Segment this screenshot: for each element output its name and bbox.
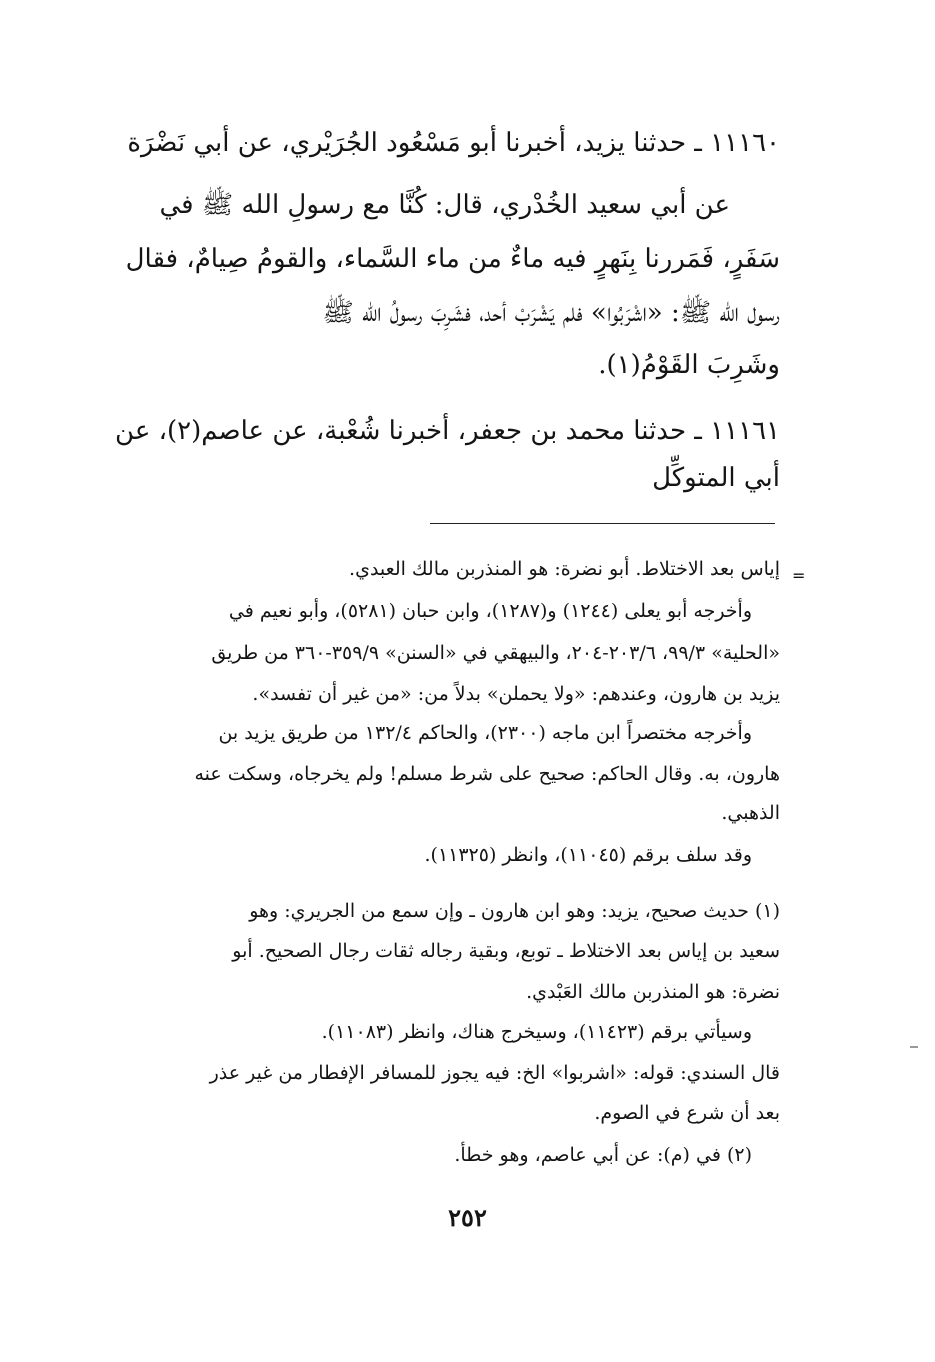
footnote-continuation-line: وأخرجه مختصراً ابن ماجه (٢٣٠٠)، والحاكم ١٣٢/٤ من طريق يزيد بن [218, 722, 752, 744]
footnote-continuation-line: هارون، به. وقال الحاكم: صحيح على شرط مسلم! ولم يخرجاه، وسكت عنه [194, 763, 780, 785]
hadith-11161-line-2: أبي المتوكِّل [652, 463, 780, 493]
footnotes [80, 0, 780, 1190]
footnote-1-line: نضرة: هو المنذربن مالك العَبْدي. [526, 981, 780, 1003]
footnote-continuation-line: إياس بعد الاختلاط. أبو نضرة: هو المنذربن مالك العبدي. [349, 558, 780, 580]
footnote-2-line: (٢) في (م): عن أبي عاصم، وهو خطأ. [454, 1144, 752, 1166]
hadith-11160-line-5: وشَرِبَ القَوْمُ(١). [598, 350, 780, 380]
footnote-continuation-line: «الحلية» ٩٩/٣، ٢٠٣/٦-٢٠٤، والبيهقي في «السنن» ٣٥٩/٩-٣٦٠ من طريق [211, 642, 780, 664]
footnote-1-line: قال السندي: قوله: «اشربوا» الخ: فيه يجوز للمسافر الإفطار من غير عذر [209, 1062, 780, 1084]
footnote-1-line: وسيأتي برقم (١١٤٢٣)، وسيخرج هناك، وانظر (١١٠٨٣). [321, 1021, 752, 1043]
footnote-1-line: بعد أن شرع في الصوم. [594, 1102, 780, 1124]
footnote-continuation-line: الذهبي. [721, 802, 780, 824]
hadith-11160-line-4: رسول الله ﷺ: «اشْرَبُوا» فلم يَشْرَبْ أحد، فشَرِبَ رسولُ الله ﷺ [322, 298, 780, 328]
hadith-11160-line-3: سَفَرٍ، فَمَررنا بِنَهرٍ فيه ماءٌ من ماء السَّماء، والقومُ صِيامٌ، فقال [125, 244, 780, 274]
hadith-11160-line-2: عن أبي سعيد الخُدْري، قال: كُنَّا مع رسولِ الله ﷺ في [159, 190, 730, 220]
footnote-continuation-line: وقد سلف برقم (١١٠٤٥)، وانظر (١١٣٢٥). [424, 844, 752, 866]
footnote-continuation-line: يزيد بن هارون، وعندهم: «ولا يحملن» بدلاً من: «من غير أن تفسد». [252, 683, 780, 705]
hadith-11160-line-1: ١١١٦٠ ـ حدثنا يزيد، أخبرنا أبو مَسْعُود الجُرَيْري، عن أبي نَضْرَة [127, 128, 780, 158]
footnote-1-line: سعيد بن إياس بعد الاختلاط ـ توبع، وبقية رجاله ثقات رجال الصحيح. أبو [232, 940, 780, 962]
footnote-continuation-line: وأخرجه أبو يعلى (١٢٤٤) و(١٢٨٧)، وابن حبان (٥٢٨١)، وأبو نعيم في [228, 600, 752, 622]
footnote-1-line: (١) حديث صحيح، يزيد: وهو ابن هارون ـ وإن سمع من الجريري: وهو [249, 900, 780, 922]
footnote-continuation-mark: = [792, 566, 806, 585]
scan-speck [910, 1046, 918, 1048]
page-number: ٢٥٢ [448, 1203, 487, 1232]
hadith-11161-line-1: ١١١٦١ ـ حدثنا محمد بن جعفر، أخبرنا شُعْبة، عن عاصم(٢)، عن [115, 416, 780, 446]
